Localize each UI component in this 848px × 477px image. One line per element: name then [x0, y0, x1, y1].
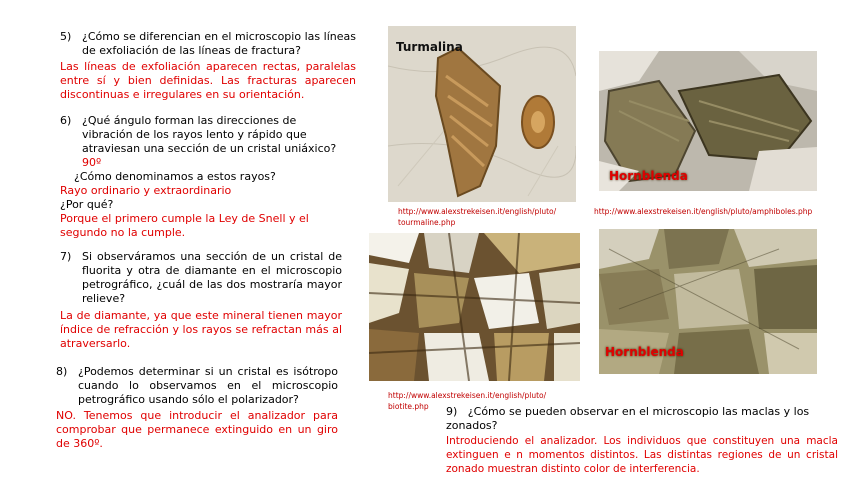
- question-9-text: ¿Cómo se pueden observar en el microscopio las maclas y los zonados?: [446, 405, 810, 432]
- question-7-number: 7): [60, 250, 72, 263]
- question-5-number: 5): [60, 30, 72, 43]
- answer-7-text: La de diamante, ya que este mineral tienen mayor índice de refracción y los rayos se refractan más al atraversarlo.: [60, 309, 342, 350]
- answer-5-text: Las líneas de exfoliación aparecen rectas, paralelas entre sí y bien definidas. Las fracturas aparecen discontinuas e irregulares en su orientación.: [60, 60, 356, 101]
- answer-6-inline: 90º: [82, 156, 102, 169]
- question-6b-text: ¿Cómo denominamos a estos rayos?: [74, 170, 276, 183]
- question-9-block: [446, 405, 838, 476]
- answer-8-text: NO. Tenemos que introducir el analizador para comprobar que permanece extinguido en un giro de 360º.: [56, 409, 338, 450]
- answer-6b-text: Rayo ordinario y extraordinario: [60, 184, 232, 197]
- question-7-text: Si observáramos una sección de un cristal de fluorita y otra de diamante en el microscopio petrográfico, ¿cuál de las dos mostraría mayor relieve?: [82, 250, 342, 305]
- question-6-number: 6): [60, 114, 72, 127]
- question-6c-text: ¿Por qué?: [60, 198, 114, 211]
- tourmaline-url[interactable]: http://www.alexstrekeisen.it/english/pluto/ tourmaline.php: [398, 207, 557, 227]
- question-7-block: [60, 250, 342, 351]
- amphibole-url[interactable]: http://www.alexstrekeisen.it/english/pluto/amphiboles.php: [594, 207, 813, 216]
- amphibole-photo: [599, 51, 817, 191]
- hornblende2-label: Hornblenda: [605, 345, 684, 359]
- question-5-block: [60, 30, 356, 102]
- answer-6c-text: Porque el primero cumple la Ley de Snell y el segundo no la cumple.: [60, 212, 309, 239]
- question-8-block: [56, 365, 338, 451]
- question-5-text: ¿Cómo se diferencian en el microscopio las líneas de exfoliación de las líneas de fractura?: [82, 30, 356, 57]
- hornblende-photo-2: [599, 229, 817, 374]
- biotite-photo: [369, 233, 580, 381]
- tourmaline-photo: [388, 26, 576, 202]
- question-6-text: ¿Qué ángulo forman las direcciones de vibración de los rayos lento y rápido que atraviesan una sección de un cristal uniáxico?: [82, 114, 337, 155]
- tourmaline-label: Turmalina: [396, 40, 463, 54]
- question-9-number: 9): [446, 405, 458, 418]
- question-8-text: ¿Podemos determinar si un cristal es isótropo cuando lo observamos en el microscopio petrográfico usando sólo el polarizador?: [78, 365, 338, 406]
- answer-9-text: Introduciendo el analizador. Los individuos que constituyen una macla extinguen e n momentos distintos. Las distintas regiones de un cristal zonado muestran distinto color de interferencia.: [446, 435, 838, 475]
- question-8-number: 8): [56, 365, 68, 378]
- amphibole-label: Hornblenda: [609, 169, 688, 183]
- question-6-block: [60, 114, 350, 240]
- biotite-url[interactable]: http://www.alexstrekeisen.it/english/pluto/ biotite.php: [388, 391, 547, 411]
